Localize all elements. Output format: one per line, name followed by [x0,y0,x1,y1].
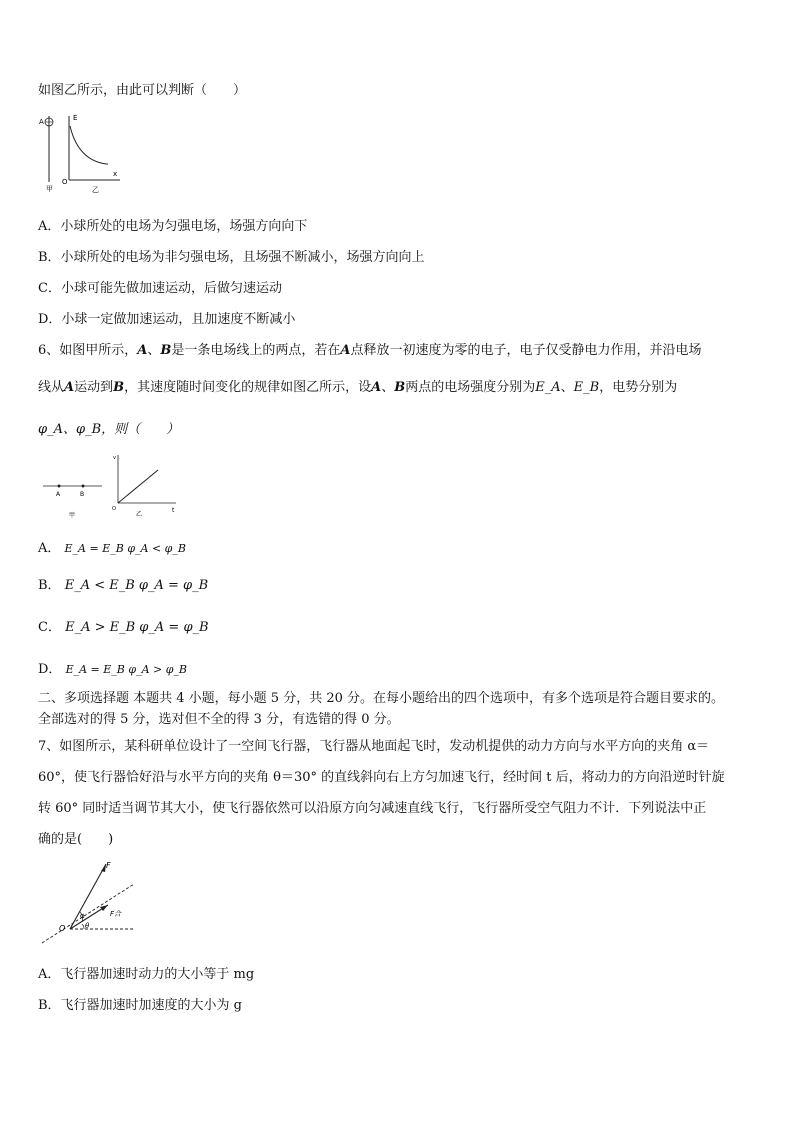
fig6-yi-label: 乙 [136,511,143,518]
q6-option-d: D． E_A = E_B φ_A > φ_B [38,662,188,677]
fig5-o-label: O [62,178,68,186]
fig6-o-label: O [112,506,116,512]
fig6-t-label: t [172,507,175,514]
fig6-jia-label: 甲 [69,512,76,519]
fig7-f-label: F [106,861,111,870]
fig7-alpha-label: α [80,912,85,920]
fig6-b-label: B [80,491,85,498]
fig5-x-label: x [113,170,118,178]
fig5-yi-label: 乙 [92,186,99,194]
fig5-jia-label: 甲 [46,185,53,193]
fig7-o-label: O [59,924,66,933]
fig7-theta-label: θ [85,922,90,930]
q6-option-c: C． E_A > E_B φ_A = φ_B [38,620,209,635]
question-6-line-1: 6、如图甲所示，A、B是一条电场线上的两点，若在A点释放一初速度为零的电子，电子仅受静电力作用，并沿电场 [38,343,702,358]
q5-option-a: A．小球所处的电场为匀强电场，场强方向向下 [38,219,308,234]
section-2-heading-line-2: 全部选对的得 5 分，选对但不全的得 3 分，有选错的得 0 分。 [38,712,400,727]
q5-option-d: D．小球一定做加速运动，且加速度不断减小 [38,312,296,327]
q5-option-c: C．小球可能先做加速运动，后做匀速运动 [38,281,282,296]
fig5-a-label: A [39,118,44,126]
question-7-line-4: 确的是( ) [38,832,114,847]
question-5-stem-tail: 如图乙所示，由此可以判断（ ） [38,83,247,98]
figure-6-velocity-graph [38,452,188,520]
figure-7-force-diagram [38,856,148,948]
question-6-line-2: 线从A运动到B，其速度随时间变化的规律如图乙所示，设A、B两点的电场强度分别为E_A、E_B，电势分别为 [38,380,678,395]
question-7-line-1: 7、如图所示，某科研单位设计了一空间飞行器，飞行器从地面起飞时，发动机提供的动力方向与水平方向的夹角 α＝ [38,739,710,754]
q6-option-a: A． E_A = E_B φ_A < φ_B [38,541,186,556]
question-7-line-2: 60°，使飞行器恰好沿与水平方向的夹角 θ＝30° 的直线斜向右上方匀加速飞行，经时间 t 后，将动力的方向沿逆时针旋 [38,770,725,785]
q5-option-b: B．小球所处的电场为非匀强电场，且场强不断减小，场强方向向上 [38,250,425,265]
fig7-fhe-label: F合 [110,910,122,918]
section-2-heading-line-1: 二、多项选择题 本题共 4 小题，每小题 5 分，共 20 分。在每小题给出的四个选项中，有多个选项是符合题目要求的。 [38,691,725,706]
figure-5-field-graph [38,112,138,194]
fig6-a-label: A [56,491,61,498]
question-7-line-3: 转 60° 同时适当调节其大小，使飞行器依然可以沿原方向匀减速直线飞行，飞行器所受空气阻力不计．下列说法中正 [38,801,707,816]
question-6-line-3: φ_A、φ_B，则（ ） [38,422,180,437]
fig5-e-label: E [73,114,78,122]
fig6-v-label: v [113,455,116,461]
q7-option-b: B．飞行器加速时加速度的大小为 g [38,998,243,1013]
q7-option-a: A．飞行器加速时动力的大小等于 mg [38,967,255,982]
q6-option-b: B． E_A < E_B φ_A = φ_B [38,578,209,593]
